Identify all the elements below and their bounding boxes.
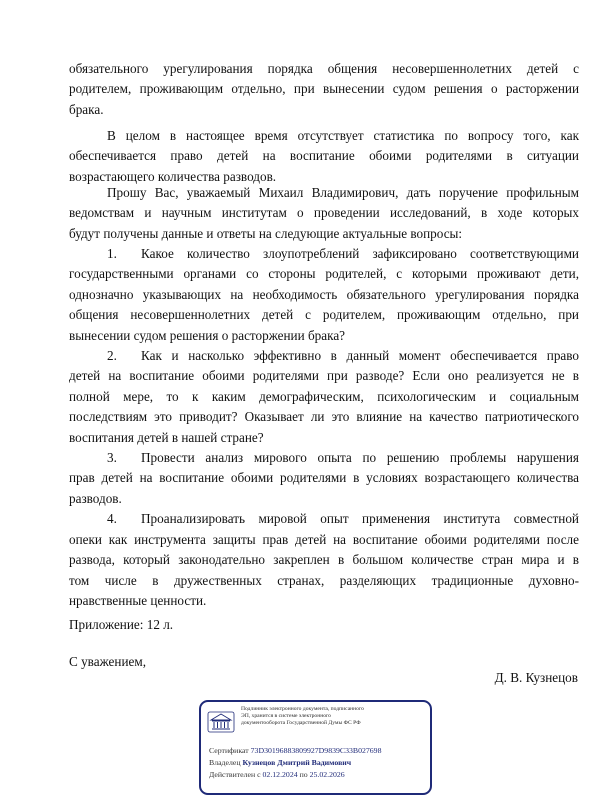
text-line: нравственные ценности. [69,592,207,608]
e-signature-stamp [199,700,432,795]
paragraph-continuation [69,59,579,120]
text-line: развода, который законодательно закреплен в большом количестве стран мира и в [69,552,579,568]
valid-to: 25.02.2026 [309,770,345,779]
valid-label: Действителен с [209,770,261,779]
text-line: Какое количество злоупотреблений зафиксировано соответствующими [141,246,579,261]
valid-from: 02.12.2024 [262,770,298,779]
text-line: Прошу Вас, уважаемый Михаил Владимирович, дать поручение профильным [107,185,579,200]
item-number: 2. [107,348,117,364]
text-line: брака. [69,101,104,117]
text-line: однозначно указывающих на необходимость обязательного урегулирования порядка [69,286,579,302]
signer-name: Д. В. Кузнецов [494,670,578,685]
text-line: Проанализировать мировой опыт применения института совместной [141,511,579,527]
paragraph-statistics [69,126,579,187]
text-line: обеспечивается право детей на воспитание обоими родителями в ситуации [69,148,579,164]
text-line: Как и насколько эффективно в данный момент обеспечивается право [141,348,579,364]
paragraph-request [69,183,579,244]
item-number: 1. [107,246,117,261]
list-item [69,244,579,346]
list-item [69,509,579,611]
stamp-owner-row [209,758,351,767]
certificate-label: Сертификат [209,746,249,755]
appendix-note: Приложение: 12 л. [69,617,174,632]
text-line: будут получены данные и ответы на следующие актуальные вопросы: [69,225,463,241]
text-line: прав детей на воспитание обоими родителями в условиях возрастающего количества [69,470,579,486]
text-line: В целом в настоящее время отсутствует статистика по вопросу того, как [107,128,579,143]
stamp-header [241,706,427,728]
text-line: вынесении судом решения о расторжении брака? [69,327,346,343]
closing-phrase: С уважением, [69,654,146,669]
item-number: 3. [107,450,117,466]
stamp-header-line: документооборота Государственной Думы ФС РФ [241,720,361,727]
list-item [69,448,579,509]
text-line: последствиям это приводит? Оказывает ли это влияние на качество патриотического [69,409,579,425]
text-line: ведомствам и научным институтам о проведении исследований, в ходе которых [69,205,579,221]
stamp-certificate-row [209,746,381,755]
owner-value: Кузнецов Дмитрий Вадимович [242,758,352,767]
stamp-validity-row [209,770,345,779]
state-duma-emblem-icon [207,711,235,733]
stamp-header-line: ЭП, хранится в системе электронного [241,713,331,720]
text-line: обязательного урегулирования порядка общения несовершеннолетних детей с [69,61,579,76]
text-line: полной мере, то к каким демографическим, психологическим и социальным [69,388,579,404]
text-line: Провести анализ мирового опыта по решению проблемы нарушения [141,450,579,466]
item-number: 4. [107,511,117,527]
stamp-header-line: Подлинник электронного документа, подписанного [241,706,364,712]
certificate-value: 73D30196883809927D9839C33B027698 [250,746,382,755]
text-line: детей на воспитание обоими родителями при разводе? Если оно реализуется не в [69,368,579,384]
text-line: воспитания детей в нашей стране? [69,429,264,445]
valid-to-label: по [299,770,308,779]
text-line: возрастающего количества разводов. [69,168,277,184]
text-line: родителем, проживающим отдельно, при вынесении судом решения о расторжении [69,81,579,97]
text-line: государственными органами со стороны родителей, с которыми проживают дети, [69,266,579,282]
questions-list [69,244,579,611]
text-line: том числе в дружественных странах, разделяющих традиционные духовно- [69,572,579,588]
list-item [69,346,579,448]
owner-label: Владелец [209,758,241,767]
text-line: общения несовершеннолетних детей с родителем, проживающим отдельно, при [69,307,579,323]
text-line: разводов. [69,490,122,506]
text-line: опеки как инструмента защиты прав детей на воспитание обоими родителями после [69,531,579,547]
